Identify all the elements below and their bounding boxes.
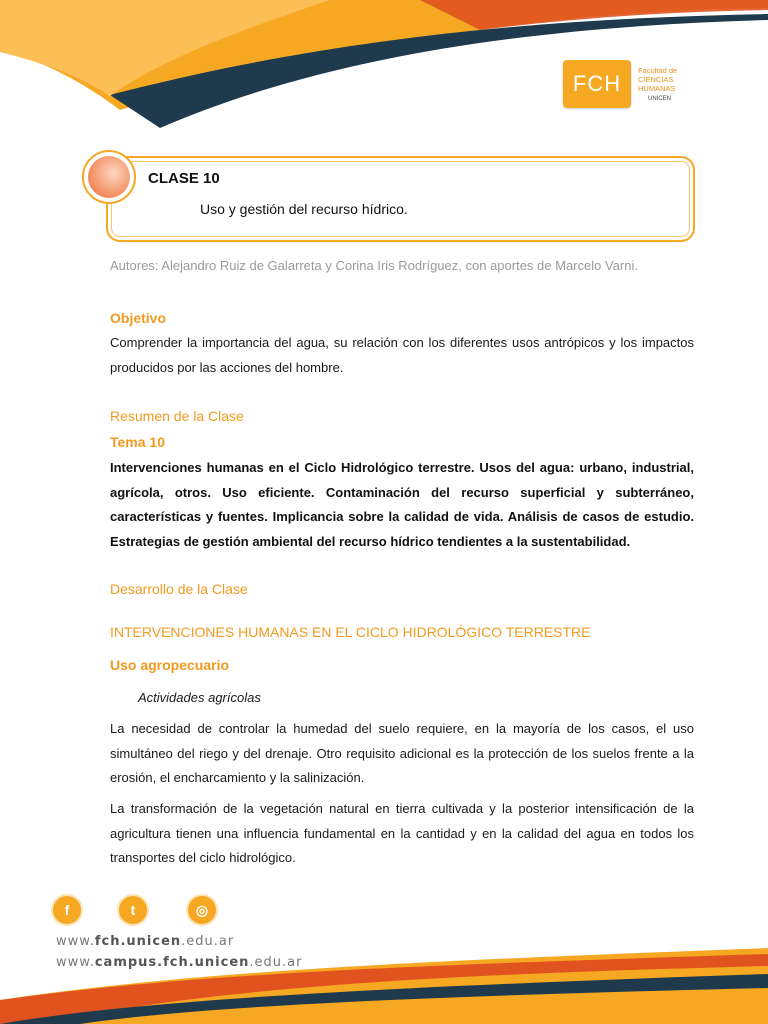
paragraph-2: La transformación de la vegetación natural en tierra cultivada y la posterior intensificación de la agricultura tienen una influencia fundamental en la cantidad y en la calidad del agua en todos los transportes del ciclo hidrológico.	[110, 801, 694, 865]
paragraph-1: La necesidad de controlar la humedad del suelo requiere, en la mayoría de los casos, el uso simultáneo del riego y del drenaje. Otro requisito adicional es la protección de los suelos frente a la erosión, el encharcamiento y la salinización.	[110, 721, 694, 785]
url2-main: campus.fch.unicen	[94, 955, 250, 970]
instagram-icon[interactable]: ◎	[188, 896, 216, 924]
logo-line2: CIENCIAS	[638, 75, 674, 84]
title-box	[106, 156, 695, 242]
desarrollo-heading: Desarrollo de la Clase	[110, 581, 248, 597]
logo-line3: HUMANAS	[638, 84, 676, 93]
class-number: CLASE 10	[148, 170, 220, 187]
subsection-heading: Uso agropecuario	[110, 657, 230, 673]
footer-swoosh	[0, 940, 768, 1024]
url1-suffix: .edu.ar	[181, 934, 235, 949]
italic-subheading: Actividades agrícolas	[138, 690, 261, 705]
authors: Autores: Alejandro Ruiz de Galarreta y Corina Iris Rodríguez, con aportes de Marcelo Varni.	[110, 258, 638, 273]
facebook-icon[interactable]: f	[53, 896, 81, 924]
objetivo-heading: Objetivo	[110, 310, 167, 326]
logo-university: UNICEN	[648, 96, 672, 102]
resumen-text: Intervenciones humanas en el Ciclo Hidrológico terrestre. Usos del agua: urbano, industrial, agrícola, otros. Uso eficiente. Contaminación del recurso superficial y subterráneo, características y fuentes. Implicancia sobre la calidad de vida. Análisis de casos de estudio. Estrategias de gestión ambiental del recurso hídrico tendientes a la sustentabilidad.	[110, 460, 694, 549]
url1-prefix: www.	[56, 934, 95, 949]
resumen-heading: Resumen de la Clase	[110, 408, 244, 424]
twitter-icon[interactable]: t	[119, 896, 147, 924]
url2-suffix: .edu.ar	[249, 955, 303, 970]
class-subtitle: Uso y gestión del recurso hídrico.	[200, 201, 408, 217]
tema-heading: Tema 10	[110, 434, 165, 450]
fch-logo: FCH	[563, 60, 631, 108]
logo-line1: Facultad de	[638, 66, 678, 75]
section-heading: INTERVENCIONES HUMANAS EN EL CICLO HIDROLÓGICO TERRESTRE	[110, 624, 591, 640]
logo-text	[638, 66, 698, 104]
objetivo-text: Comprender la importancia del agua, su relación con los diferentes usos antrópicos y los impactos producidos por las acciones del hombre.	[110, 335, 694, 375]
url1-main: fch.unicen	[94, 934, 182, 949]
title-circle-inner	[88, 156, 130, 198]
url2-prefix: www.	[56, 955, 95, 970]
